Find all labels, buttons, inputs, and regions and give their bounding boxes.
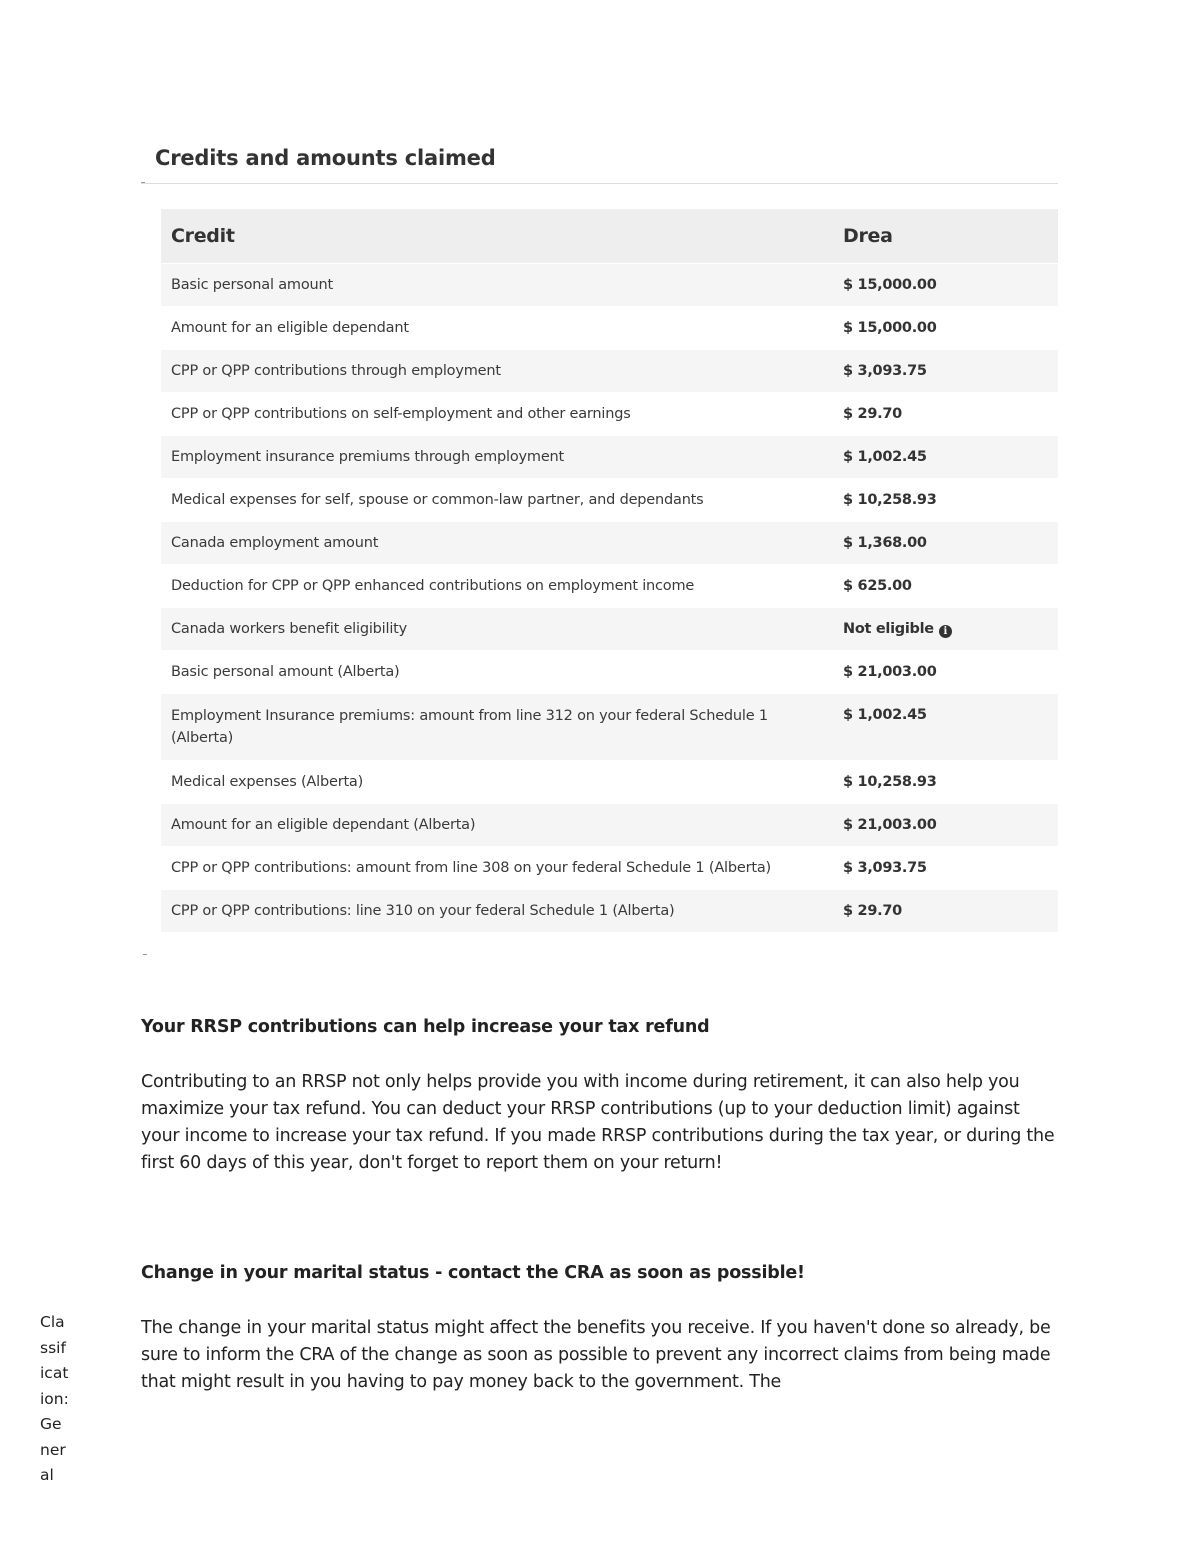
credit-amount: $ 29.70 bbox=[833, 393, 1058, 436]
credit-label: Basic personal amount (Alberta) bbox=[161, 651, 833, 694]
credit-amount: $ 3,093.75 bbox=[833, 350, 1058, 393]
credit-label: Amount for an eligible dependant (Alberta) bbox=[161, 804, 833, 847]
credit-amount: $ 1,002.45 bbox=[833, 436, 1058, 479]
credit-label: Medical expenses for self, spouse or common-law partner, and dependants bbox=[161, 479, 833, 522]
table-row bbox=[161, 565, 1058, 608]
column-header-person: Drea bbox=[833, 209, 1058, 264]
table-row bbox=[161, 479, 1058, 522]
credits-section-title: Credits and amounts claimed bbox=[155, 146, 496, 170]
credit-amount: $ 15,000.00 bbox=[833, 307, 1058, 350]
table-row bbox=[161, 608, 1058, 651]
credits-table bbox=[161, 209, 1058, 932]
table-header-row bbox=[161, 209, 1058, 264]
table-row bbox=[161, 761, 1058, 804]
credit-amount: $ 21,003.00 bbox=[833, 804, 1058, 847]
classification-label: Classification: General bbox=[40, 1313, 69, 1484]
credit-label: Basic personal amount bbox=[161, 264, 833, 307]
credit-amount: $ 3,093.75 bbox=[833, 847, 1058, 890]
credit-label: CPP or QPP contributions through employment bbox=[161, 350, 833, 393]
credit-amount: $ 21,003.00 bbox=[833, 651, 1058, 694]
credit-amount-cell bbox=[833, 608, 1058, 651]
marital-status-paragraph: The change in your marital status might affect the benefits you receive. If you haven't done so already, be sure to inform the CRA of the change as soon as possible to prevent any incorrect claims from being made that might result in you having to pay money back to the government. The bbox=[141, 1318, 1051, 1392]
credit-label: Medical expenses (Alberta) bbox=[161, 761, 833, 804]
table-row bbox=[161, 694, 1058, 761]
credit-label: CPP or QPP contributions on self-employment and other earnings bbox=[161, 393, 833, 436]
credit-amount: $ 1,002.45 bbox=[833, 694, 1058, 761]
credit-label: Canada employment amount bbox=[161, 522, 833, 565]
credit-label: Employment Insurance premiums: amount from line 312 on your federal Schedule 1 (Alberta) bbox=[161, 694, 833, 761]
table-row bbox=[161, 804, 1058, 847]
rrsp-heading: Your RRSP contributions can help increase your tax refund bbox=[141, 1017, 710, 1037]
credit-amount: $ 10,258.93 bbox=[833, 761, 1058, 804]
credit-amount: $ 29.70 bbox=[833, 890, 1058, 933]
table-row bbox=[161, 890, 1058, 933]
credit-amount: $ 1,368.00 bbox=[833, 522, 1058, 565]
credit-label: Amount for an eligible dependant bbox=[161, 307, 833, 350]
credit-amount: $ 15,000.00 bbox=[833, 264, 1058, 307]
credit-label: CPP or QPP contributions: amount from line 308 on your federal Schedule 1 (Alberta) bbox=[161, 847, 833, 890]
credit-label: CPP or QPP contributions: line 310 on your federal Schedule 1 (Alberta) bbox=[161, 890, 833, 933]
table-row bbox=[161, 264, 1058, 307]
table-row bbox=[161, 436, 1058, 479]
credit-label: Canada workers benefit eligibility bbox=[161, 608, 833, 651]
credit-label: Employment insurance premiums through employment bbox=[161, 436, 833, 479]
table-row bbox=[161, 307, 1058, 350]
table-row bbox=[161, 350, 1058, 393]
credit-amount: $ 625.00 bbox=[833, 565, 1058, 608]
rrsp-paragraph: Contributing to an RRSP not only helps provide you with income during retirement, it can also help you maximize your tax refund. You can deduct your RRSP contributions (up to your deduction limit) against your income to increase your tax refund. If you made RRSP contributions during the tax year, or during the first 60 days of this year, don't forget to report them on your return! bbox=[141, 1072, 1055, 1173]
table-row bbox=[161, 522, 1058, 565]
credit-amount: Not eligible bbox=[843, 621, 934, 637]
marital-status-heading: Change in your marital status - contact the CRA as soon as possible! bbox=[141, 1263, 805, 1283]
table-row bbox=[161, 393, 1058, 436]
credit-amount: $ 10,258.93 bbox=[833, 479, 1058, 522]
section-divider bbox=[141, 183, 1058, 184]
info-circle-icon[interactable]: i bbox=[939, 625, 952, 638]
table-row bbox=[161, 847, 1058, 890]
column-header-credit: Credit bbox=[161, 209, 833, 264]
table-end-marker bbox=[143, 954, 147, 955]
credit-label: Deduction for CPP or QPP enhanced contributions on employment income bbox=[161, 565, 833, 608]
table-row bbox=[161, 651, 1058, 694]
